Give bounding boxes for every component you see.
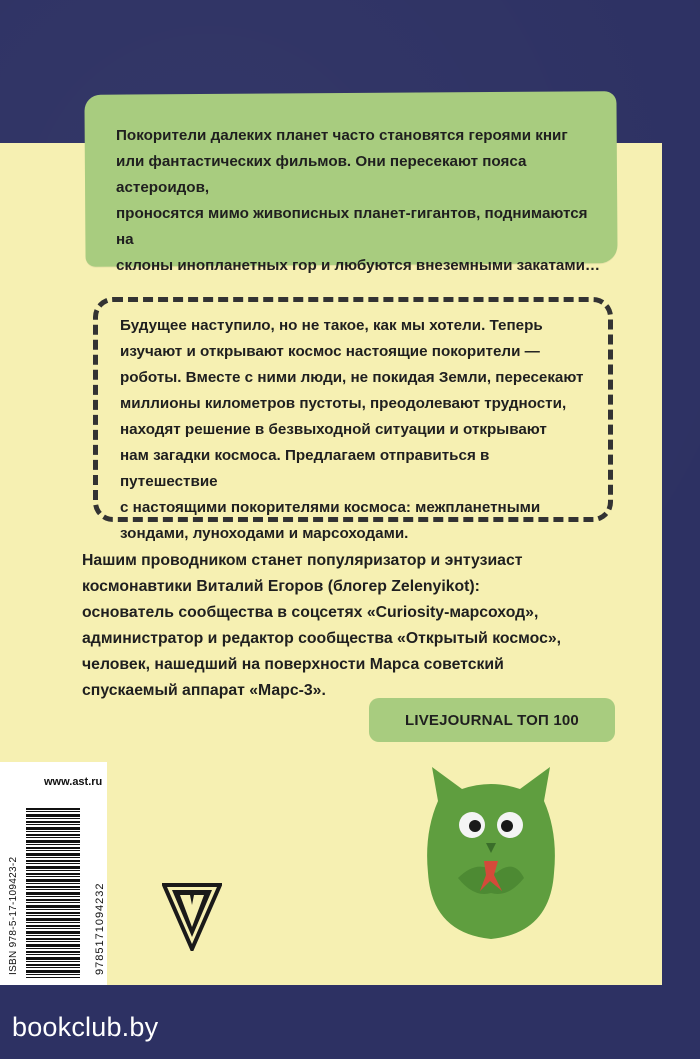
green-owl-icon [418,763,564,943]
author-description: Нашим проводником станет популяризатор и энтузиаст космонавтики Виталий Егоров (блогер Zelenyikot): основатель сообщества в соцсетях «Curiosity-марсоход», администратор и редактор сообщества «Открытый космос», человек, нашедший на поверхности Марса советский спускаемый аппарат «Марс-3». [82,552,562,699]
barcode [26,808,80,978]
livejournal-badge: LIVEJOURNAL ТОП 100 [369,698,615,742]
publisher-website: www.ast.ru [44,776,103,788]
intro-text: Покорители далеких планет часто становятся героями книг или фантастических фильмов. Они пересекают пояса астероидов, проносятся мимо живописных планет-гигантов, поднимаются на склоны инопланетных гор и любуются внеземными закатами… [116,127,601,274]
footer-site: bookclub.by [12,1012,159,1042]
isbn-text: ISBN 978-5-17-109423-2 [8,856,19,975]
barcode-digits: 9785171094232 [94,882,106,975]
main-description: Будущее наступило, но не такое, как мы хотели. Теперь изучают и открывают космос настоящие покорители — роботы. Вместе с ними люди, не покидая Земли, пересекают миллионы километров пустоты, преодолевают трудности, находят решение в безвыходной ситуации и открывают нам загадки космоса. Предлагаем отправиться в путешествие с настоящими покорителями космоса: межпланетными зондами, луноходами и марсоходами. [120,317,584,542]
v-triangle-icon [162,881,222,951]
